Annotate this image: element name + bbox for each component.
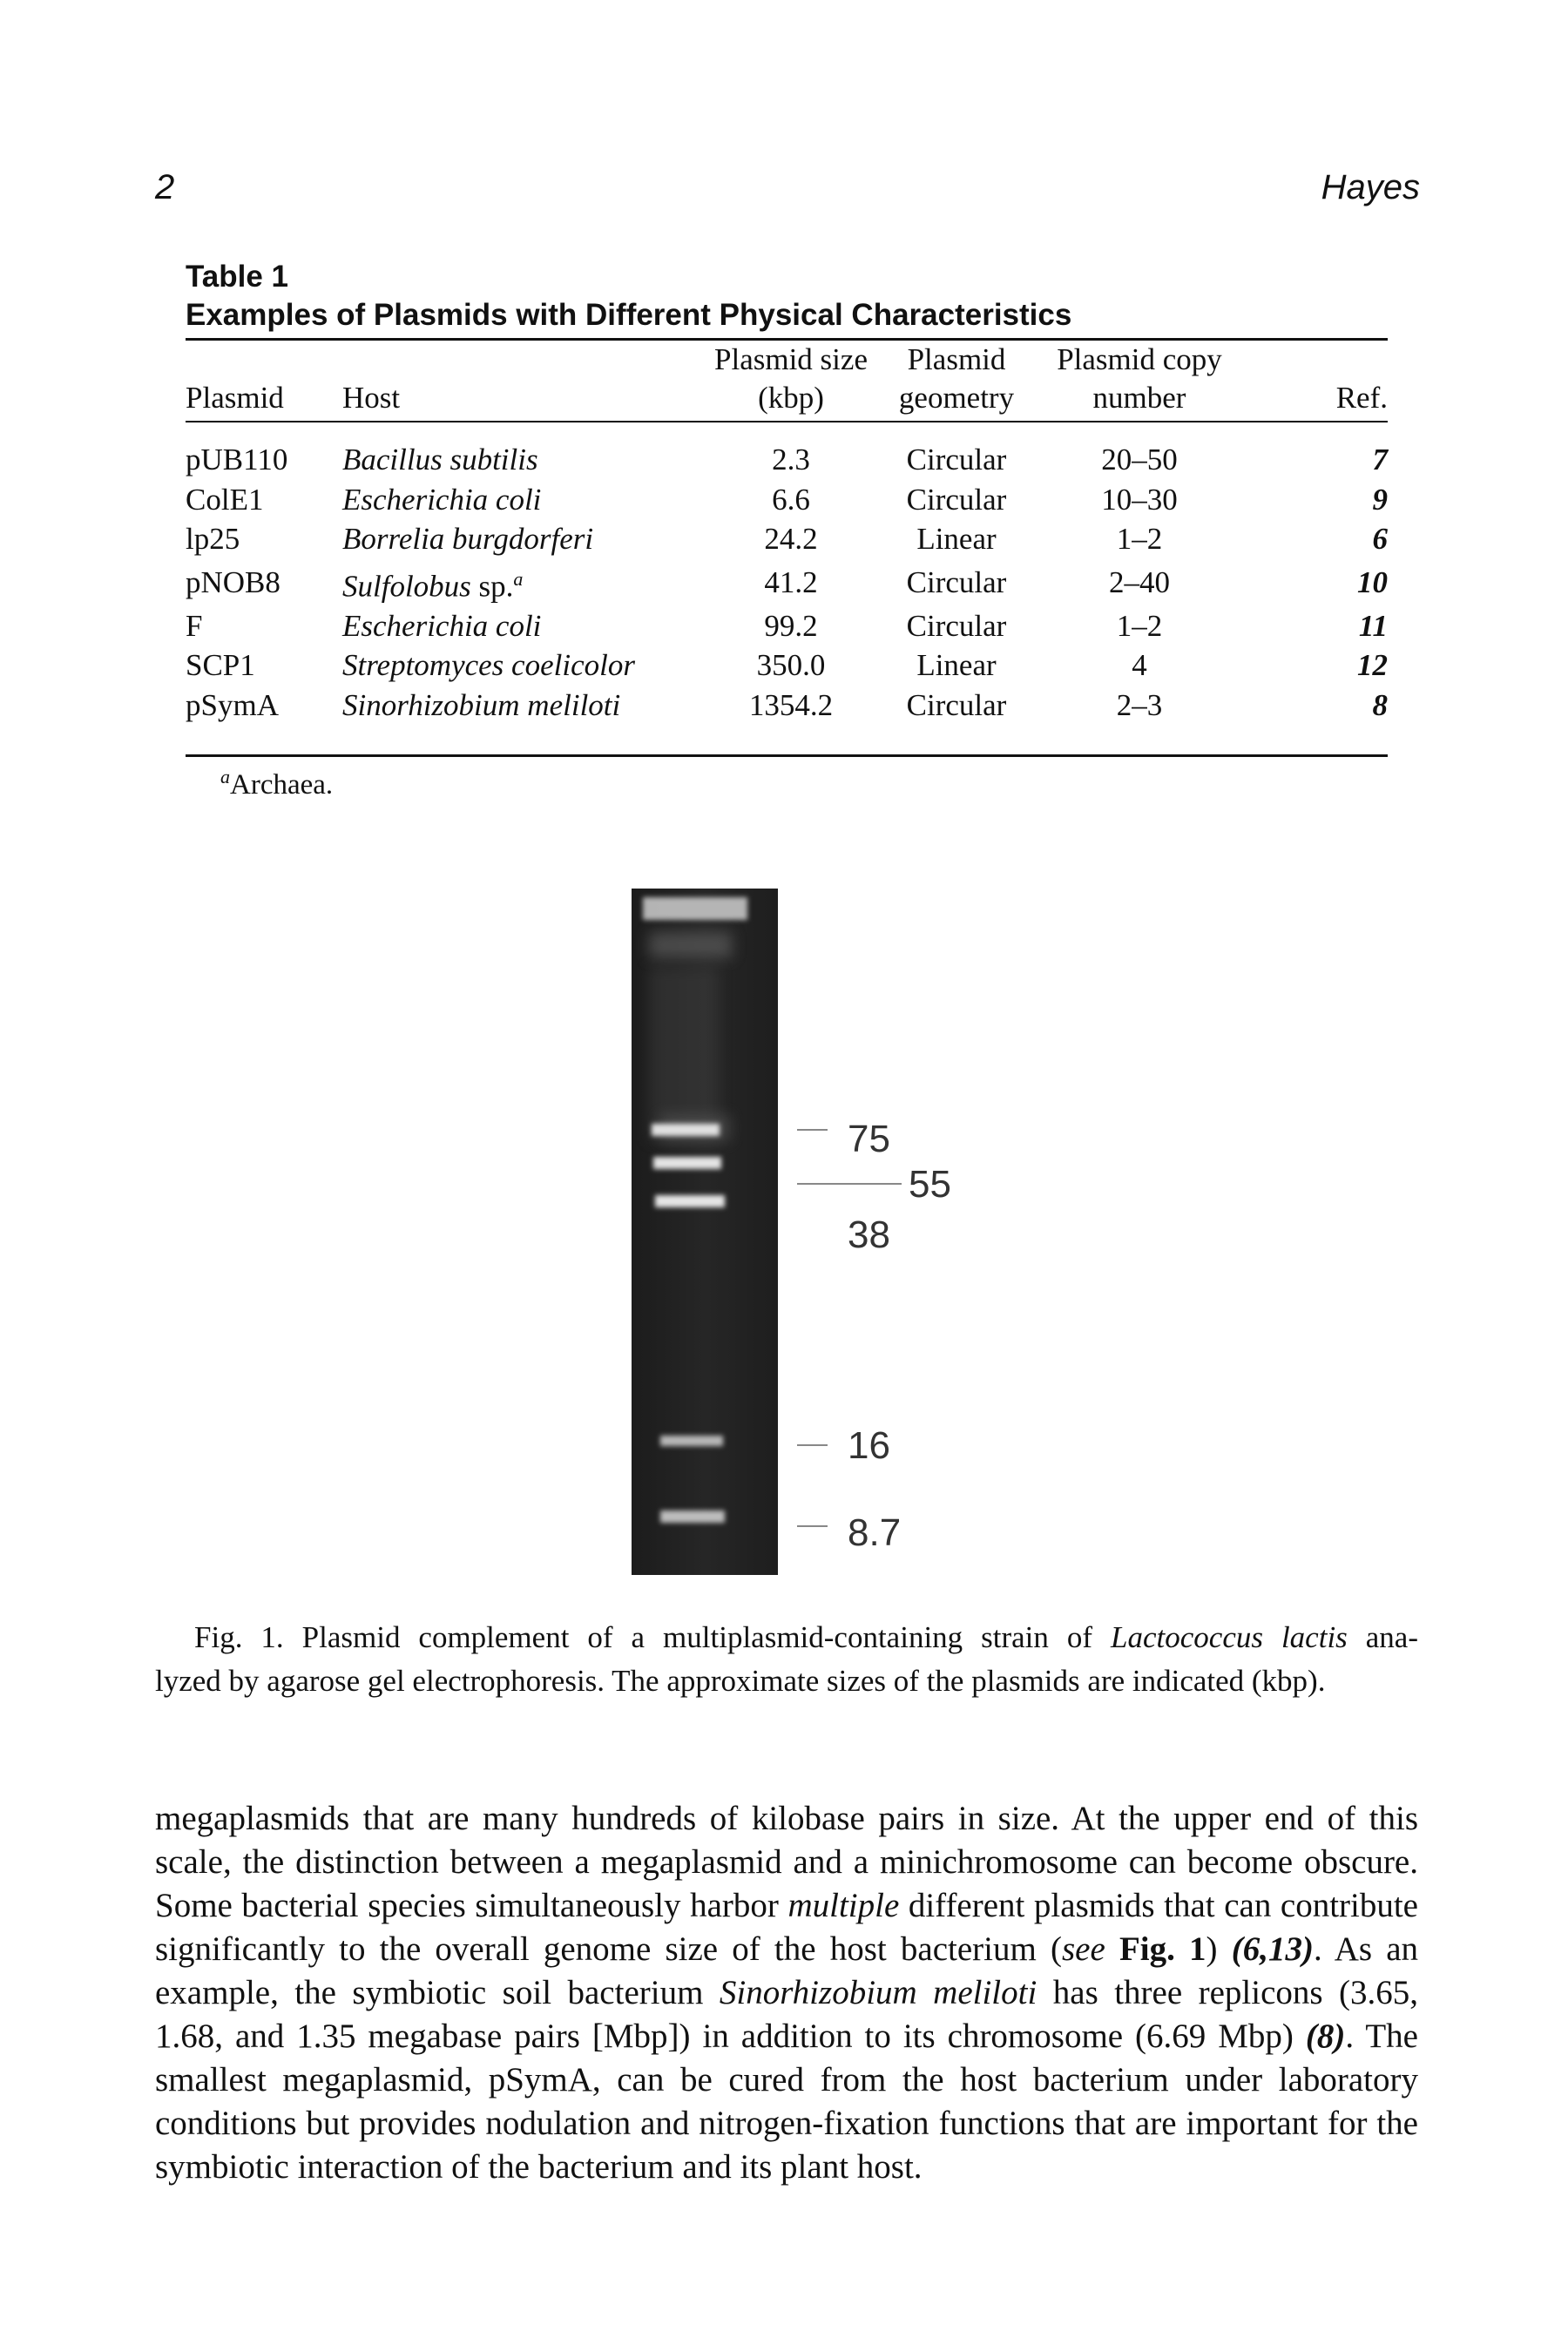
header-size-line1: Plasmid size — [714, 342, 868, 376]
header-copy-line2: number — [1039, 379, 1240, 422]
table-label: Table 1 — [186, 260, 289, 294]
cell-host-suffix: sp. — [470, 569, 514, 604]
cell-host: Escherichia coli — [342, 482, 542, 517]
cell-copy: 2–40 — [1109, 564, 1170, 599]
header-copy-line1: Plasmid copy — [1057, 342, 1222, 376]
caption-line1-end: ana- — [1347, 1620, 1419, 1654]
body-paragraph — [155, 1797, 1418, 2189]
cell-copy: 4 — [1132, 648, 1147, 683]
cell-ref: 12 — [1357, 648, 1388, 683]
body-text-3: ) — [1206, 1930, 1232, 1968]
cell-ref: 11 — [1358, 608, 1388, 643]
cell-host: Sinorhizobium meliloti — [342, 687, 621, 722]
cell-copy: 20–50 — [1101, 443, 1178, 476]
caption-species: Lactococcus lactis — [1111, 1620, 1348, 1654]
body-text-1: megaplasmids that are many hundreds of kilobase pairs in size. At the upper end of this scale, the distinction between a megaplasmid and a minichromosome can become obscure. Some bacterial species simultaneously harbor — [155, 1800, 1418, 1924]
cell-size: 2.3 — [772, 443, 810, 476]
cell-size: 24.2 — [764, 522, 818, 556]
page-number: 2 — [155, 168, 175, 206]
body-citation-2: (8) — [1305, 2017, 1346, 2055]
cell-copy: 10–30 — [1101, 482, 1178, 517]
cell-geometry: Circular — [906, 482, 1007, 517]
gel-smear — [649, 932, 732, 958]
footnote-text: Archaea. — [230, 769, 334, 801]
cell-plasmid: pSymA — [186, 687, 279, 722]
footnote-mark: a — [220, 766, 230, 788]
body-see: see — [1061, 1930, 1105, 1968]
band-label-38: 38 — [848, 1213, 890, 1256]
header-plasmid: Plasmid — [186, 379, 342, 422]
cell-copy: 2–3 — [1116, 687, 1163, 722]
cell-geometry: Linear — [916, 648, 997, 683]
cell-ref: 8 — [1372, 687, 1388, 722]
cell-plasmid: pNOB8 — [186, 564, 280, 599]
band-label-8-7: 8.7 — [848, 1511, 902, 1554]
band-label-55: 55 — [909, 1163, 951, 1206]
body-citation-1: (6,13) — [1231, 1930, 1314, 1968]
cell-ref: 6 — [1372, 522, 1388, 556]
body-text-4: . As an example, the symbiotic soil bacterium — [155, 1930, 1419, 2011]
cell-geometry: Circular — [906, 564, 1007, 599]
header-size-line2: (kbp) — [708, 379, 874, 422]
table-title: Examples of Plasmids with Different Physical Characteristics — [186, 298, 1072, 332]
cell-host: Streptomyces coelicolor — [342, 648, 635, 683]
cell-ref: 7 — [1372, 443, 1388, 476]
gel-band-16 — [660, 1436, 723, 1446]
cell-copy: 1–2 — [1116, 608, 1163, 643]
caption-line-2: lyzed by agarose gel electrophoresis. The approximate sizes of the plasmids are indicated (kbp). — [155, 1664, 1326, 1698]
cell-ref: 10 — [1357, 564, 1388, 599]
body-text-2: different plasmids that can contribute significantly to the overall genome size of the host bacterium ( — [155, 1887, 1418, 1968]
cell-host: Escherichia coli — [342, 608, 542, 643]
gel-band-8-7 — [660, 1511, 725, 1523]
band-label-16: 16 — [848, 1424, 890, 1467]
running-head: Hayes — [1321, 168, 1420, 206]
header-geometry-line2: geometry — [874, 379, 1039, 422]
cell-plasmid: pUB110 — [186, 443, 288, 476]
cell-plasmid: ColE1 — [186, 482, 264, 517]
header-geometry-line1: Plasmid — [907, 342, 1006, 376]
cell-host-genus: Sulfolobus — [342, 569, 471, 604]
header-ref: Ref. — [1240, 379, 1388, 422]
cell-copy: 1–2 — [1116, 522, 1163, 556]
body-emphasis-multiple: multiple — [787, 1887, 900, 1924]
gel-band-38 — [655, 1195, 725, 1207]
band-label-75: 75 — [848, 1118, 890, 1160]
cell-host: Bacillus subtilis — [342, 443, 538, 476]
cell-plasmid: lp25 — [186, 522, 240, 556]
gel-band-55 — [653, 1157, 721, 1169]
body-species: Sinorhizobium meliloti — [719, 1974, 1037, 2011]
figure-caption — [155, 1616, 1418, 1703]
header-host: Host — [342, 379, 708, 422]
footnote-marker: a — [513, 567, 524, 590]
body-figure-ref: Fig. 1 — [1119, 1930, 1206, 1968]
cell-geometry: Circular — [906, 608, 1007, 643]
body-text-5: has three replicons (3.65, 1.68, and 1.35 megabase pairs [Mbp]) in addition to its chromosome (6.69 Mbp) — [155, 1974, 1418, 2055]
gel-well — [643, 897, 747, 920]
cell-size: 1354.2 — [748, 687, 834, 722]
cell-plasmid: SCP1 — [186, 648, 255, 683]
gel-band-75 — [652, 1124, 720, 1136]
cell-size: 41.2 — [764, 564, 818, 599]
cell-host: Borrelia burgdorferi — [342, 522, 594, 556]
cell-plasmid: F — [186, 608, 203, 643]
cell-geometry: Circular — [906, 687, 1007, 722]
caption-prefix: Fig. 1. Plasmid complement of a multiplasmid-containing strain of — [194, 1620, 1112, 1654]
cell-size: 6.6 — [772, 482, 810, 517]
cell-ref: 9 — [1372, 482, 1388, 517]
cell-size: 350.0 — [756, 648, 826, 683]
cell-geometry: Linear — [916, 522, 997, 556]
cell-geometry: Circular — [906, 443, 1007, 476]
cell-size: 99.2 — [764, 608, 818, 643]
body-text-6: . The smallest megaplasmid, pSymA, can be cured from the host bacterium under laboratory conditions but provides nodulation and nitrogen-fixation functions that are important for the symbiotic interaction of the bacterium and its plant host. — [155, 2017, 1418, 2186]
caption-line-1 — [155, 1616, 1418, 1659]
